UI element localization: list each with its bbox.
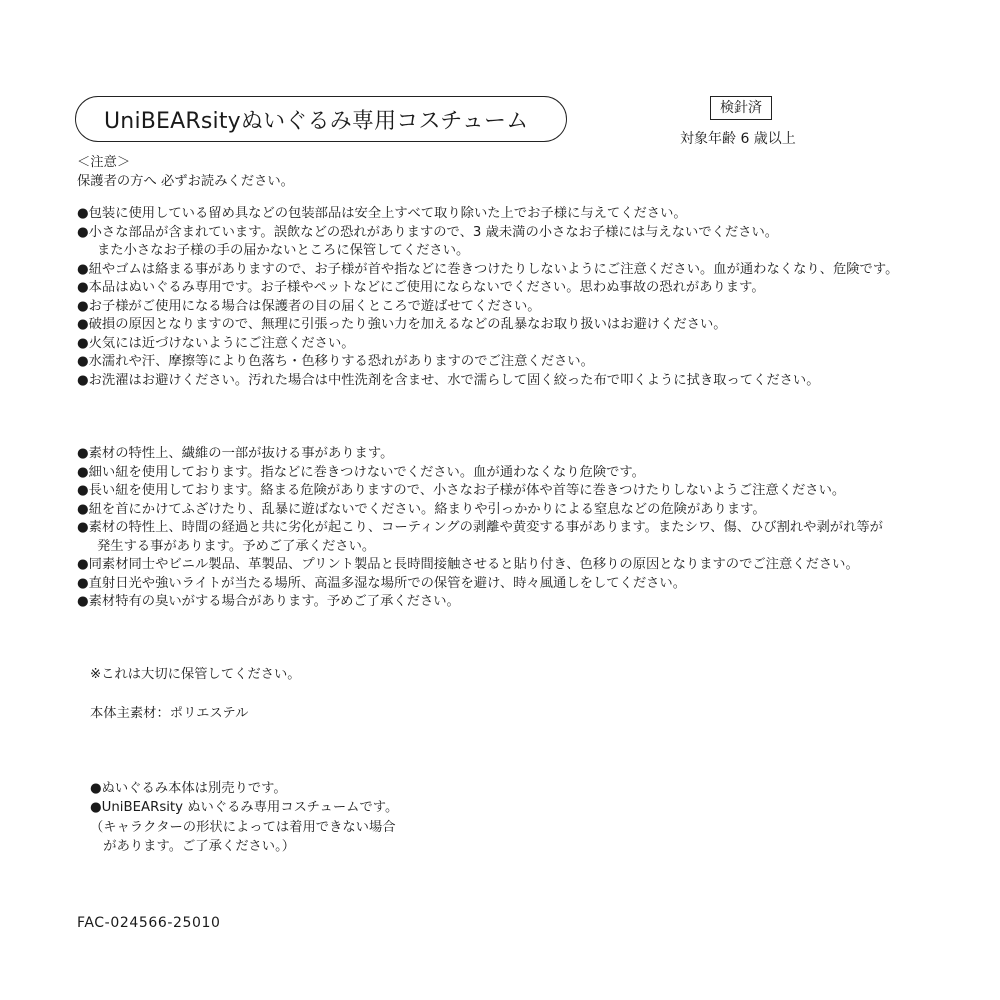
caution-item: ●水濡れや汗、摩擦等により色落ち・色移りする恐れがありますのでご注意ください。 xyxy=(77,354,594,369)
caution-item: ●火気には近づけないようにご注意ください。 xyxy=(77,335,355,351)
product-note-fit: （キャラクターの形状によっては着用できない場合 xyxy=(90,820,396,835)
caution-list xyxy=(77,205,898,390)
age-label: 対象年齢 6 歳以上 xyxy=(680,131,796,147)
material-notes-list xyxy=(77,445,883,612)
product-code: FAC-024566-25010 xyxy=(77,915,221,931)
product-note-sold-separately: ●ぬいぐるみ本体は別売りです。 xyxy=(90,781,287,796)
material-note-item: ●細い紐を使用しております。指などに巻きつけないでください。血が通わなくなり危険です。 xyxy=(77,464,645,480)
inspected-label: 検針済 xyxy=(710,96,772,120)
storage-note: ※これは大切に保管してください。 xyxy=(90,667,301,682)
material-note-item: ●長い紐を使用しております。絡まる危険がありますので、小さなお子様が体や首等に巻きつけたりしないようご注意ください。 xyxy=(77,483,846,498)
caution-item: ●お子様がご使用になる場合は保護者の目の届くところで遊ばせてください。 xyxy=(77,298,541,314)
product-note-costume: ●UniBEARsity ぬいぐるみ専用コスチュームです。 xyxy=(90,800,399,815)
caution-item: ●包装に使用している留め具などの包装部品は安全上すべて取り除いた上でお子様に与えてください。 xyxy=(77,206,687,221)
material-note-item: ●直射日光や強いライトが当たる場所、高温多湿な場所での保管を避け、時々風通しをしてください。 xyxy=(77,575,687,591)
product-note-fit-cont: があります。ご了承ください。） xyxy=(90,839,296,854)
caution-item: ●破損の原因となりますので、無理に引張ったり強い力を加えるなどの乱暴なお取り扱いはお避けください。 xyxy=(77,317,727,332)
caution-heading: ＜注意＞ xyxy=(77,155,131,170)
material-note-item: ●素材特有の臭いがする場合があります。予めご了承ください。 xyxy=(77,594,460,609)
material-note-item: ●素材の特性上、繊維の一部が抜ける事があります。 xyxy=(77,446,394,461)
caution-intro: 保護者の方へ 必ずお読みください。 xyxy=(77,174,294,189)
material-note-item: ●紐を首にかけてふざけたり、乱暴に遊ばないでください。絡まりや引っかかりによる窒息などの危険があります。 xyxy=(77,501,766,517)
caution-item: ●小さな部品が含まれています。誤飲などの恐れがありますので、3 歳未満の小さなお子様には与えないでください。 また小さなお子様の手の届かないところに保管してください。 xyxy=(77,224,779,258)
caution-item: ●紐やゴムは絡まる事がありますので、お子様が首や指などに巻きつけたりしないようにご注意ください。血が通わなくなり、危険です。 xyxy=(77,261,899,277)
material-note-item: ●同素材同士やビニル製品、革製品、プリント製品と長時間接触させると貼り付き、色移りの原因となりますのでご注意ください。 xyxy=(77,557,859,572)
caution-item: ●お洗濯はお避けください。汚れた場合は中性洗剤を含ませ、水で濡らして固く絞った布で叩くように拭き取ってください。 xyxy=(77,372,820,388)
product-title: UniBEARsityぬいぐるみ専用コスチューム xyxy=(104,109,529,134)
material-note-item: ●素材の特性上、時間の経過と共に劣化が起こり、コーティングの剥離や黄変する事があります。またシワ、傷、ひび割れや剥がれ等が 発生する事があります。予めご了承ください。 xyxy=(77,520,883,554)
material-label: 本体主素材：ポリエステル xyxy=(90,706,249,721)
caution-item: ●本品はぬいぐるみ専用です。お子様やペットなどにご使用にならないでください。思わぬ事故の恐れがあります。 xyxy=(77,280,765,295)
